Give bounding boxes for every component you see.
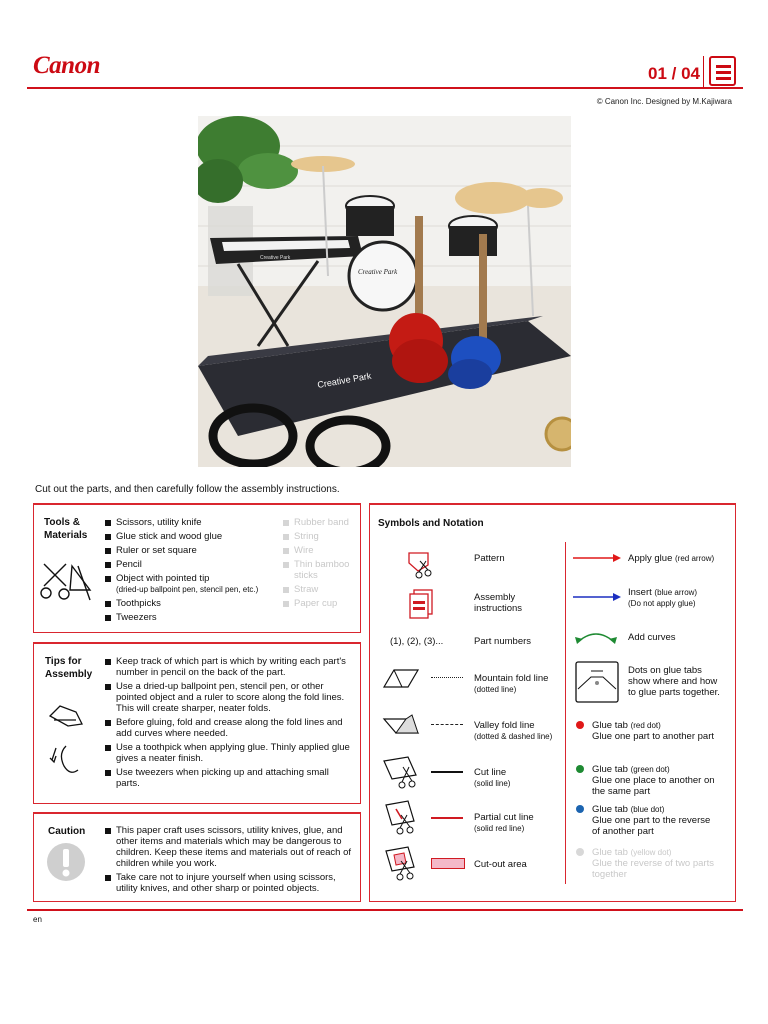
optional-item: Rubber band — [281, 517, 357, 528]
tip-item: Before gluing, fold and crease along the fold lines and add curves where needed. — [103, 717, 355, 739]
yellow-tab-label: Glue tab (yellow dot) Glue the reverse of two parts together — [592, 847, 714, 880]
mountain-fold-icon — [382, 667, 422, 689]
part-numbers-example: (1), (2), (3)... — [390, 636, 444, 647]
copyright: © Canon Inc. Designed by M.Kajiwara — [596, 97, 732, 106]
cut-icon — [382, 753, 424, 791]
assembly-label: Assembly instructions — [474, 592, 523, 614]
tip-item: Use a toothpick when applying glue. Thinly applied glue gives a neater finish. — [103, 742, 355, 764]
intro-text: Cut out the parts, and then carefully follow the assembly instructions. — [35, 484, 340, 495]
caution-title: Caution — [48, 826, 86, 837]
symbols-divider — [565, 542, 566, 884]
warning-icon — [46, 842, 86, 882]
optional-item: Straw — [281, 584, 357, 595]
tools-icon — [40, 560, 94, 604]
caution-panel — [33, 812, 361, 902]
valley-line-sample — [431, 724, 463, 725]
pattern-icon — [406, 549, 436, 581]
cutout-sample — [431, 858, 465, 869]
tools-title: Tools & Materials — [44, 517, 88, 541]
svg-text:Creative Park: Creative Park — [358, 268, 398, 276]
tools-panel — [33, 503, 361, 633]
tool-item: Pencil — [103, 559, 283, 570]
optional-item: Wire — [281, 545, 357, 556]
cut-label: Cut line (solid line) — [474, 767, 511, 788]
part-numbers-label: Part numbers — [474, 636, 532, 647]
caution-item: Take care not to injure yourself when using scissors, utility knives, and other sharp or pointed objects. — [103, 872, 355, 894]
tips-title: Tips for Assembly — [45, 656, 93, 680]
optional-item: Thin bamboo sticks — [281, 559, 357, 581]
curves-arrow-icon — [573, 629, 619, 645]
partial-cut-icon — [384, 799, 420, 837]
tips-list — [103, 656, 355, 792]
blue-tab-label: Glue tab (blue dot) Glue one part to the reverse of another part — [592, 804, 711, 837]
blue-dot-icon — [576, 805, 584, 813]
tool-item: Glue stick and wood glue — [103, 531, 283, 542]
header-divider — [703, 56, 704, 88]
hands-icon — [46, 698, 86, 778]
cut-line-sample — [431, 771, 463, 773]
tip-item: Use tweezers when picking up and attaching small parts. — [103, 767, 355, 789]
tool-item: Scissors, utility knife — [103, 517, 283, 528]
add-curves-label: Add curves — [628, 632, 676, 643]
footer-rule — [27, 909, 743, 911]
instructions-icon — [408, 588, 434, 620]
pattern-label: Pattern — [474, 553, 505, 564]
mountain-label: Mountain fold line (dotted line) — [474, 673, 549, 694]
tool-item: Ruler or set square — [103, 545, 283, 556]
header-rule — [27, 87, 743, 89]
apply-glue-label: Apply glue (red arrow) — [628, 553, 715, 564]
cutout-icon — [384, 845, 420, 883]
tool-item: Tweezers — [103, 612, 283, 623]
symbols-panel — [369, 503, 736, 902]
canon-logo: Canon — [33, 52, 100, 79]
page-indicator: 01 / 04 — [648, 64, 700, 83]
tools-list — [103, 517, 283, 626]
optional-item: String — [281, 531, 357, 542]
caution-item: This paper craft uses scissors, utility knives, glue, and other items and materials which may be dangerous to children. Keep these items and materials out of reach of children while you work. — [103, 825, 355, 869]
caution-list — [103, 825, 355, 897]
tip-item: Use a dried-up ballpoint pen, stencil pen, or other pointed object and a ruler to score along the fold lines. This will create sharper, neater folds. — [103, 681, 355, 714]
svg-text:Creative Park: Creative Park — [260, 255, 291, 261]
yellow-dot-icon — [576, 848, 584, 856]
partial-line-sample — [431, 817, 463, 819]
valley-label: Valley fold line (dotted & dashed line) — [474, 720, 553, 741]
red-dot-icon — [576, 721, 584, 729]
mountain-line-sample — [431, 677, 463, 678]
symbols-title: Symbols and Notation — [378, 518, 484, 529]
base-label: Creative Park — [316, 370, 373, 390]
tips-panel — [33, 642, 361, 804]
optional-item: Paper cup — [281, 598, 357, 609]
blue-arrow-icon — [573, 591, 621, 603]
cutout-label: Cut-out area — [474, 859, 527, 870]
red-tab-label: Glue tab (red dot) Glue one part to another part — [592, 720, 714, 742]
green-dot-icon — [576, 765, 584, 773]
red-arrow-icon — [573, 552, 621, 564]
language-code: en — [33, 915, 42, 924]
green-tab-label: Glue tab (green dot) Glue one place to another on the same part — [592, 764, 715, 797]
optional-tools-list — [281, 517, 357, 612]
tool-item: Toothpicks — [103, 598, 283, 609]
dots-description: Dots on glue tabs show where and how to glue parts together. — [628, 665, 720, 698]
watch-icon — [546, 418, 571, 450]
partial-label: Partial cut line (solid red line) — [474, 812, 534, 833]
insert-label: Insert (blue arrow) (Do not apply glue) — [628, 587, 698, 608]
product-photo — [198, 116, 571, 467]
glue-dots-icon — [575, 661, 619, 703]
tool-item: Object with pointed tip (dried-up ballpoint pen, stencil pen, etc.) — [103, 573, 283, 595]
valley-fold-icon — [382, 713, 422, 735]
document-icon — [709, 56, 736, 86]
tip-item: Keep track of which part is which by writing each part's number in pencil on the back of the part. — [103, 656, 355, 678]
